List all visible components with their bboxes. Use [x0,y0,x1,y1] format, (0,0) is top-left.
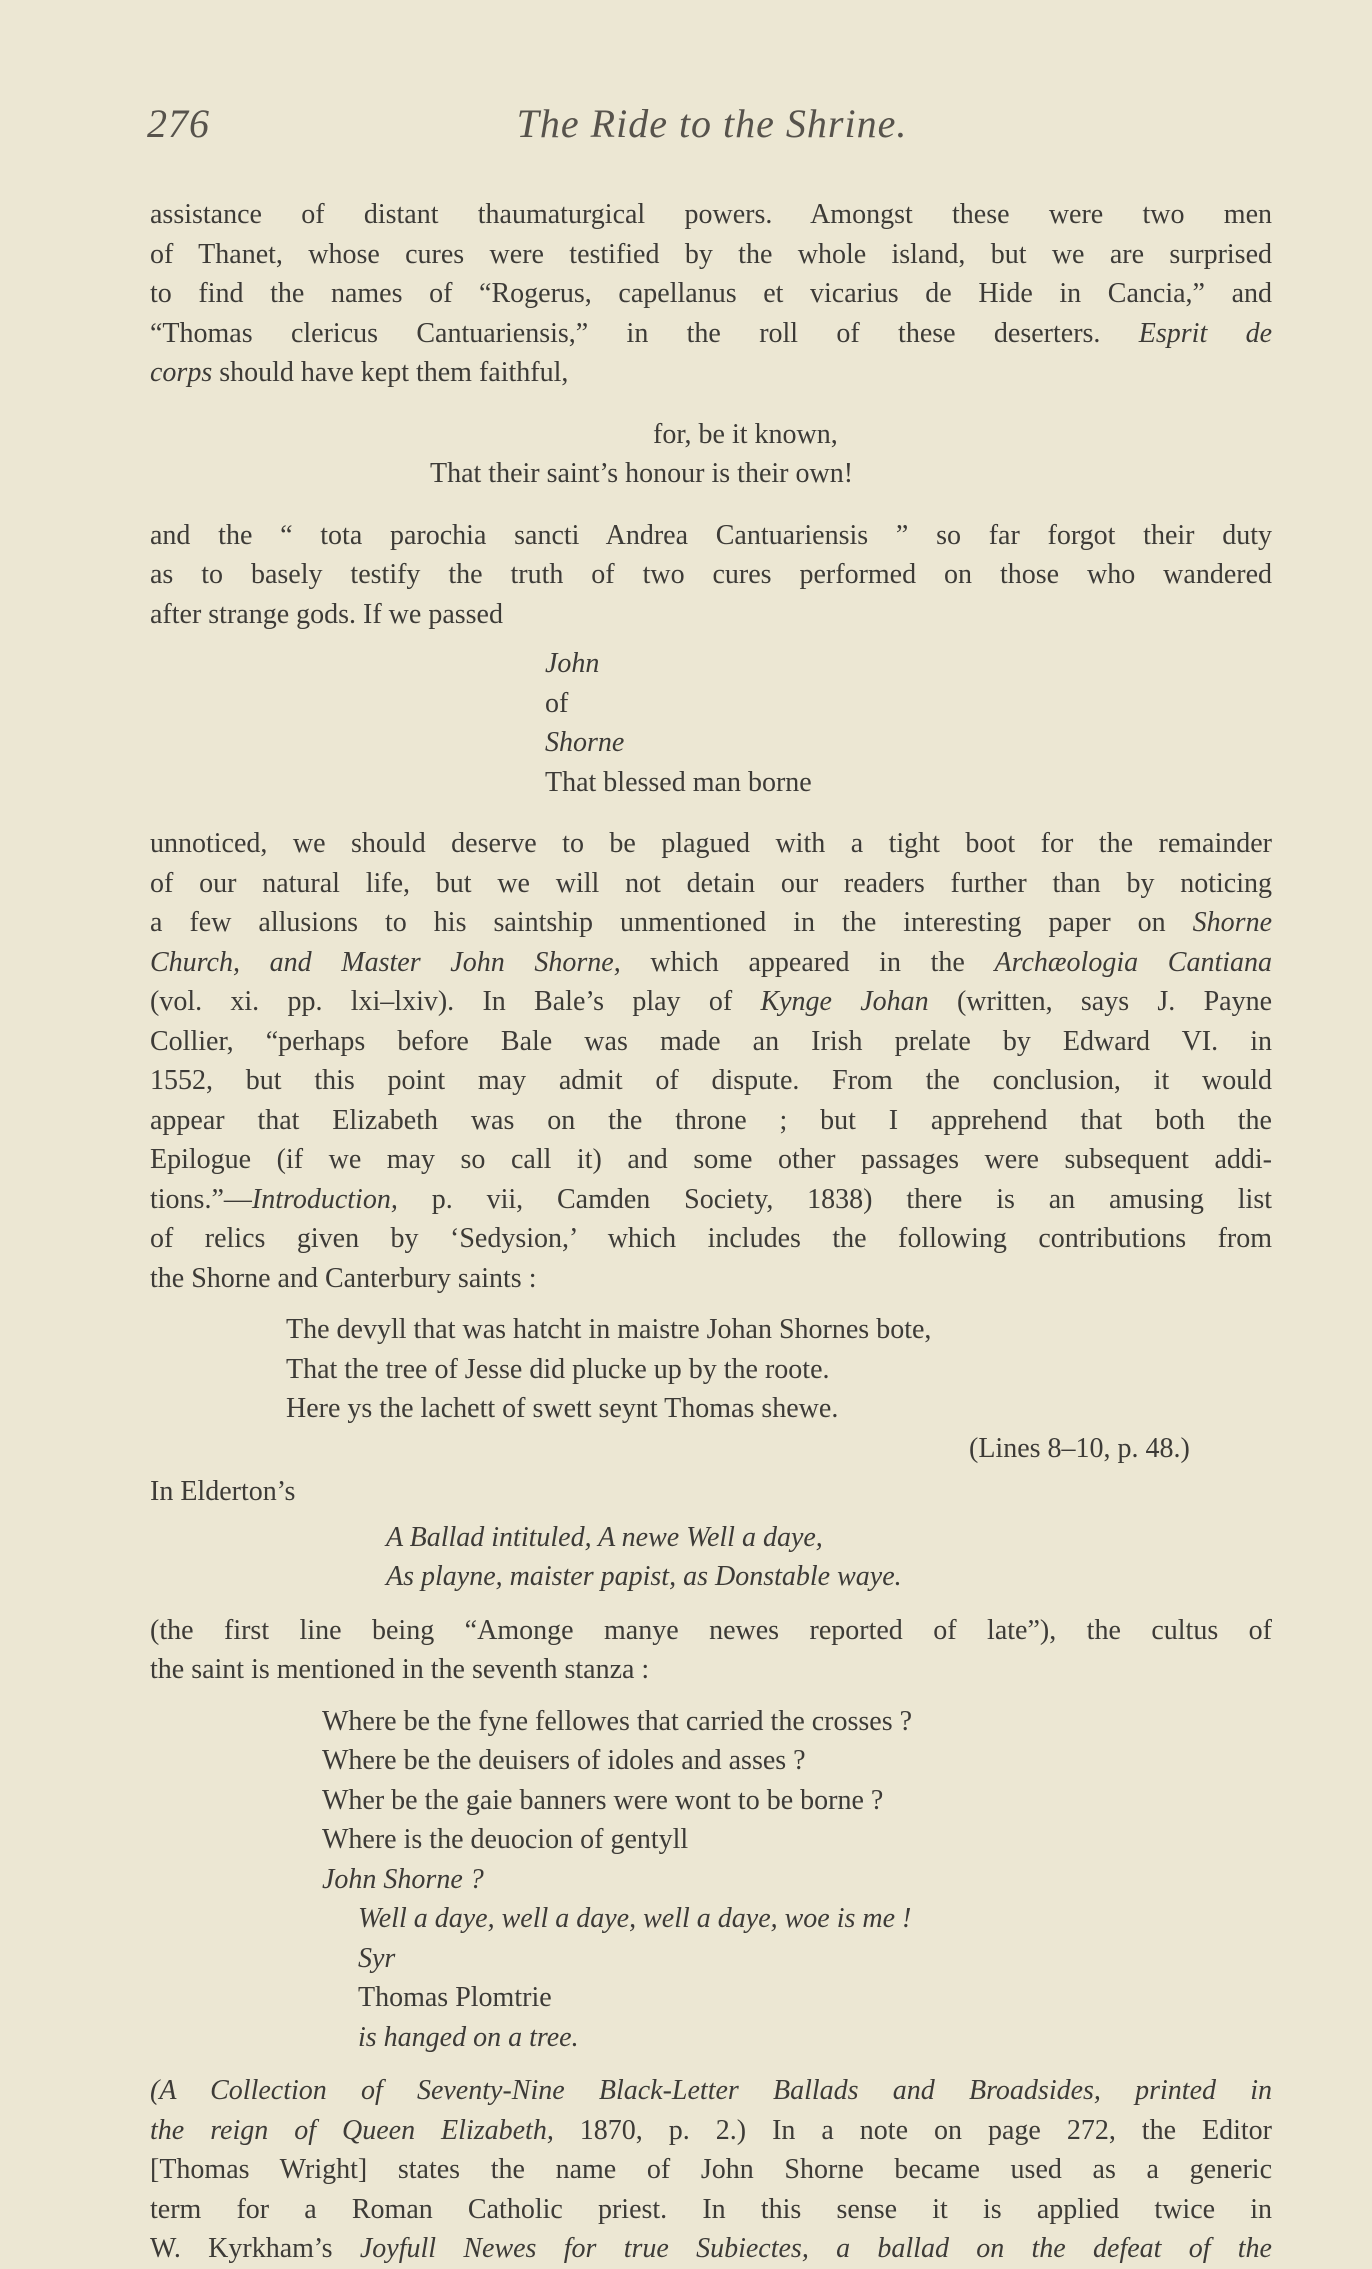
verse-line [322,1820,1272,1899]
text-line [150,982,1272,1022]
italic-name: Shorne [545,727,625,758]
italic-name: John [545,648,600,679]
text-line [150,943,1272,983]
text-line: [Thomas Wright] states the name of John Shorne became used as a generic [150,2154,1272,2185]
text-line: Epilogue (if we may so call it) and some other passages were subsequent addi- [150,1144,1272,1175]
text-line: Collier, “perhaps before Bale was made an Irish prelate by Edward VI. in [150,1025,1272,1057]
italic-name: John Shorne ? [322,1863,484,1895]
body-text [150,195,1272,2269]
text-run: should have kept them faithful, [212,357,569,388]
italic-phrase: Introduction, [251,1183,398,1215]
ballad-title [150,1518,1272,1597]
ballad-title-line: A Ballad intituled, A newe Well a daye, [386,1521,823,1553]
text-run: tions.”— [150,1183,252,1215]
text-run: Thomas Plomtrie [358,1982,552,2013]
verse-line [150,644,1272,763]
text-line: 1552, but this point may admit of dispute. From the conclusion, it would [150,1065,1272,1096]
text-line: unnoticed, we should deserve to be plagued with a tight boot for the remainder [150,828,1272,859]
text-run: (written, says J. Payne [928,986,1272,1017]
text-line: assistance of distant thaumaturgical powers. Amongst these were two men [150,199,1272,230]
italic-phrase: Esprit de [1138,317,1272,349]
italic-phrase: Kynge Johan [760,986,929,1017]
text-run: which appeared in the [620,946,995,978]
text-line [150,1180,1272,1220]
text-line [150,903,1272,943]
text-line: as to basely testify the truth of two cures performed on those who wandered [150,559,1272,590]
verse-quote-3 [150,1310,1272,1468]
verse-line: Where be the fyne fellowes that carried the crosses ? [322,1705,913,1737]
running-title: The Ride to the Shrine. [516,101,908,146]
verse-line: for, be it known, [653,418,838,450]
italic-phrase: corps [150,357,213,388]
page-number: 276 [147,101,210,146]
text-line: the saint is mentioned in the seventh stanza : [150,1654,650,1685]
italic-phrase: Church, and Master John Shorne, [150,946,621,978]
verse-line: Where be the deuisers of idoles and asses ? [322,1745,806,1776]
paragraph-1 [150,195,1272,393]
paragraph-5 [150,2071,1272,2269]
paragraph-2 [150,516,1272,635]
text-line: appear that Elizabeth was on the throne ; but I apprehend that both the [150,1104,1272,1136]
ballad-title-line: As playne, maister papist, as Donstable waye. [386,1561,902,1592]
elderton-line: In Elderton’s [150,1476,296,1507]
italic-phrase: is hanged on a tree. [358,2021,579,2053]
verse-quote-2 [150,644,1272,802]
text-line [150,353,1272,393]
verse-line: That their saint’s honour is their own! [430,458,854,489]
text-line: of relics given by ‘Sedysion,’ which includes the following contributions from [150,1223,1272,1254]
italic-phrase: Syr [358,1942,396,1974]
verse-line: The devyll that was hatcht in maistre Johan Shornes bote, [286,1314,932,1345]
text-run: of [545,687,569,719]
text-line: after strange gods. If we passed [150,598,503,630]
text-line: and the “ tota parochia sancti Andrea Cantuariensis ” so far forgot their duty [150,519,1272,551]
italic-phrase: Shorne [1192,907,1272,938]
text-line: the Shorne and Canterbury saints : [150,1262,537,1294]
verse-line: Here ys the lachett of swett seynt Thomas shewe. [286,1393,839,1424]
verse-line: Wher be the gaie banners were wont to be borne ? [322,1784,884,1816]
paragraph-4 [150,1611,1272,1690]
text-line: to find the names of “Rogerus, capellanus et vicarius de Hide in Cancia,” and [150,278,1272,309]
text-run: Where is the deuocion of gentyll [322,1824,689,1855]
verse-quote-1 [150,415,1272,494]
paragraph-3 [150,824,1272,1298]
verse-line [322,1939,1272,2058]
text-run: W. Kyrkham’s [150,2233,360,2264]
text-line [150,2111,1272,2151]
verse-citation: (Lines 8–10, p. 48.) [969,1432,1190,1464]
verse-line: That blessed man borne [545,766,812,798]
text-line: of our natural life, but we will not detain our readers further than by noticing [150,867,1272,899]
text-run: (vol. xi. pp. lxi–lxiv). In Bale’s play of [150,986,761,1017]
text-run: p. vii, Camden Society, 1838) there is an amusing list [397,1183,1272,1215]
verse-quote-4 [150,1702,1272,2058]
verse-refrain: Well a daye, well a daye, well a daye, woe is me ! [358,1903,912,1934]
text-run: a few allusions to his saintship unmentioned in the interesting paper on [150,907,1193,938]
text-line [150,314,1272,354]
text-run: 1870, p. 2.) In a note on page 272, the Editor [553,2114,1272,2146]
italic-phrase: the reign of Queen Elizabeth, [150,2114,554,2146]
text-line [150,2229,1272,2269]
text-line: of Thanet, whose cures were testified by the whole island, but we are surprised [150,238,1272,270]
italic-phrase: Archæologia Cantiana [994,946,1273,978]
text-line: term for a Roman Catholic priest. In this sense it is applied twice in [150,2193,1272,2225]
verse-line: That the tree of Jesse did plucke up by the roote. [286,1353,830,1385]
text-line: (the first line being “Amonge manye newes reported of late”), the cultus of [150,1614,1272,1646]
text-run: “Thomas clericus Cantuariensis,” in the roll of these deserters. [150,317,1101,349]
italic-phrase: Joyfull Newes for true Subiectes, a ballad on the defeat of the [359,2233,1272,2264]
text-line: (A Collection of Seventy-Nine Black-Letter Ballads and Broadsides, printed in [150,2075,1272,2106]
